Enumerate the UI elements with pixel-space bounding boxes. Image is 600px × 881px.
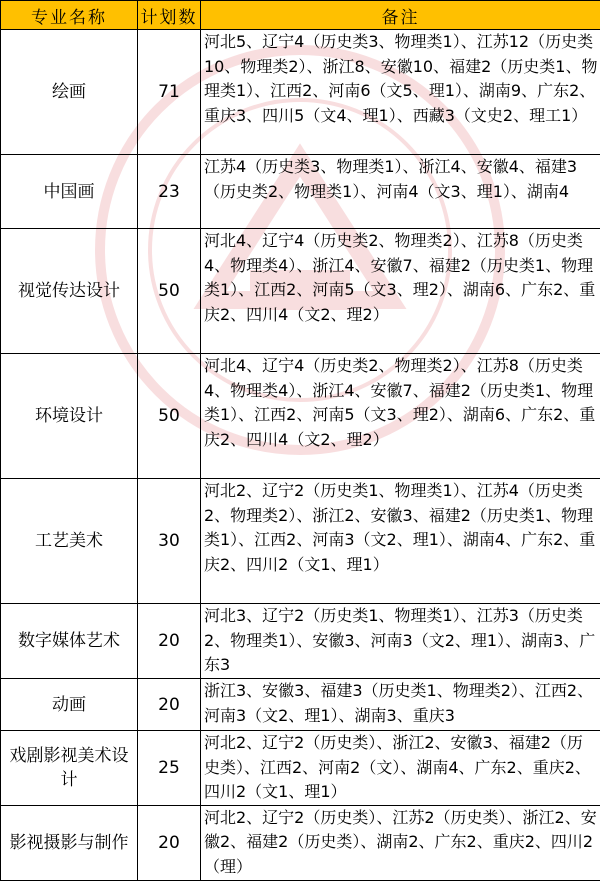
major-cell: 环境设计	[1, 354, 138, 479]
table-row	[1, 30, 600, 155]
header-plan: 计划数	[138, 1, 201, 30]
header-note: 备注	[201, 1, 600, 30]
plan-cell: 30	[138, 479, 201, 604]
plan-cell: 20	[138, 805, 201, 880]
header-major: 专业名称	[1, 1, 138, 30]
plan-cell: 50	[138, 229, 201, 354]
note-cell: 河北3、辽宁2（历史类1、物理类1）、江苏3（历史类2、物理类1）、安徽3、河南3（文2、理1）、湖南3、广东3	[201, 604, 600, 679]
plan-cell: 71	[138, 30, 201, 155]
note-cell: 河北5、辽宁4（历史类3、物理类1）、江苏12（历史类10、物理类2）、浙江8、安徽10、福建2（历史类1、物理类1）、江西2、河南6（文5、理1）、湖南9、广东2、重庆3、四川5（文4、理1）、西藏3（文史2、理工1）	[201, 30, 600, 155]
note-cell: 浙江3、安徽3、福建3（历史类1、物理类2）、江西2、河南3（文2、理1）、湖南3、重庆3	[201, 679, 600, 731]
major-cell: 戏剧影视美术设计	[1, 731, 138, 806]
plan-cell: 23	[138, 155, 201, 229]
plan-cell: 20	[138, 604, 201, 679]
header-row	[1, 1, 600, 30]
note-cell: 河北2、辽宁2（历史类）、浙江2、安徽3、福建2（历史类）、江西2、河南2（文）、湖南4、广东2、重庆2、四川2（文1、理1）	[201, 731, 600, 806]
note-cell: 河北2、辽宁2（历史类）、江苏2（历史类）、浙江2、安徽2、福建2（历史类）、湖南2、广东2、重庆2、四川2（理）	[201, 805, 600, 880]
note-cell: 河北4、辽宁4（历史类2、物理类2）、江苏8（历史类4、物理类4）、浙江4、安徽7、福建2（历史类1、物理类1）、江西2、河南5（文3、理2）、湖南6、广东2、重庆2、四川4（文2、理2）	[201, 229, 600, 354]
table-row	[1, 155, 600, 229]
table-row	[1, 229, 600, 354]
note-cell: 河北4、辽宁4（历史类2、物理类2）、江苏8（历史类4、物理类4）、浙江4、安徽7、福建2（历史类1、物理类1）、江西2、河南5（文3、理2）、湖南6、广东2、重庆2、四川4（文2、理2）	[201, 354, 600, 479]
major-cell: 数字媒体艺术	[1, 604, 138, 679]
major-cell: 动画	[1, 679, 138, 731]
plan-cell: 25	[138, 731, 201, 806]
table-row	[1, 679, 600, 731]
note-cell: 江苏4（历史类3、物理类1）、浙江4、安徽4、福建3（历史类2、物理类1）、河南4（文3、理1）、湖南4	[201, 155, 600, 229]
table-row	[1, 731, 600, 806]
table-row	[1, 604, 600, 679]
major-cell: 绘画	[1, 30, 138, 155]
table-row	[1, 805, 600, 880]
table-row	[1, 354, 600, 479]
plan-cell: 20	[138, 679, 201, 731]
major-cell: 影视摄影与制作	[1, 805, 138, 880]
table-row	[1, 479, 600, 604]
major-cell: 工艺美术	[1, 479, 138, 604]
major-cell: 中国画	[1, 155, 138, 229]
major-cell: 视觉传达设计	[1, 229, 138, 354]
note-cell: 河北2、辽宁2（历史类1、物理类1）、江苏4（历史类2、物理类2）、浙江2、安徽3、福建2（历史类1、物理类1）、江西2、河南3（文2、理1）、湖南4、广东2、重庆2、四川2（文1、理1）	[201, 479, 600, 604]
plan-cell: 50	[138, 354, 201, 479]
